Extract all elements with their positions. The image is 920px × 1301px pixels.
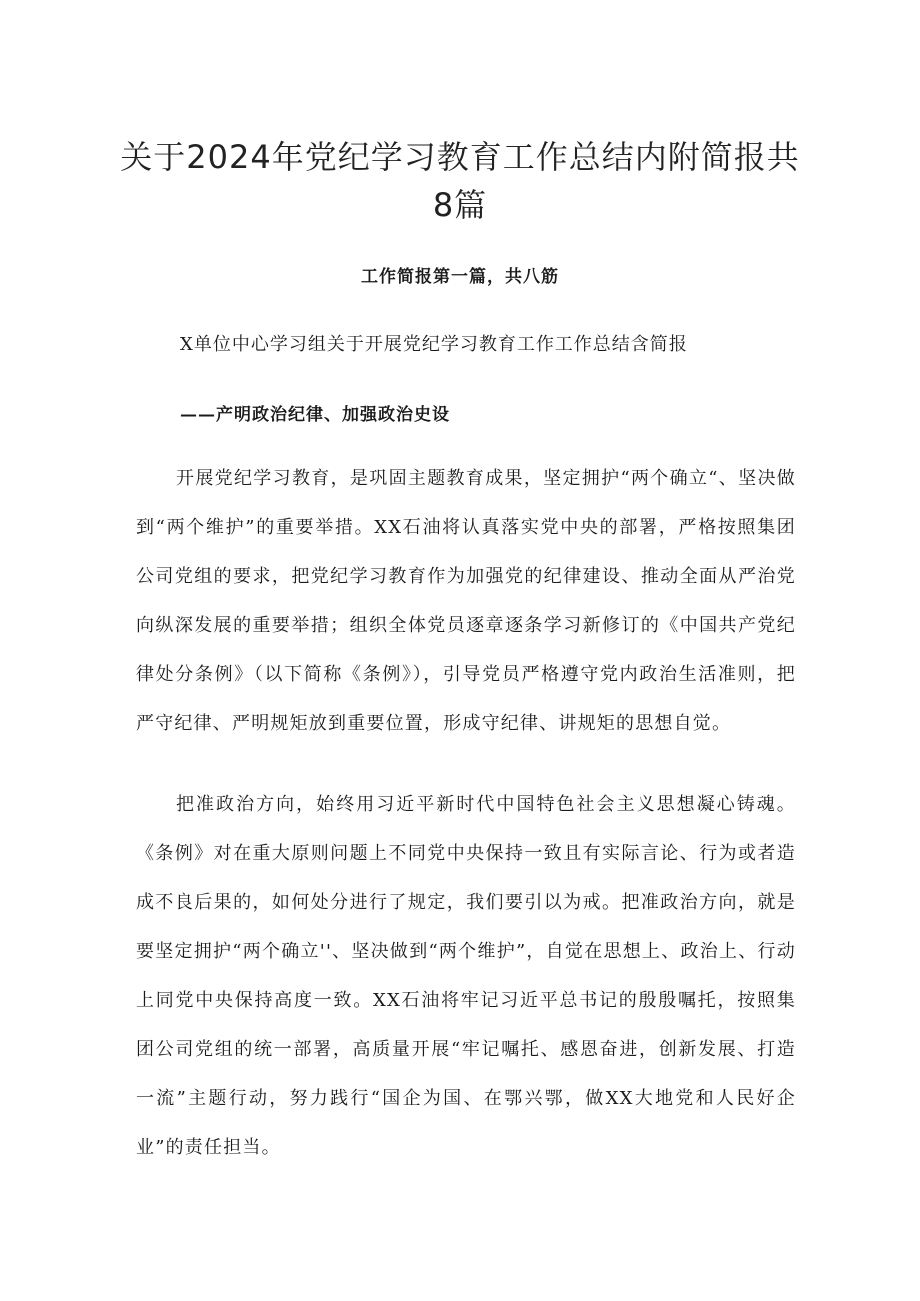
body-paragraph: 把准政治方向，始终用习近平新时代中国特色社会主义思想凝心铸魂。《条例》对在重大原则问题上不同党中央保持一致且有实际言论、行为或者造成不良后果的，如何处分进行了规定，我们要引以为戒。把准政治方向，就是要坚定拥护“两个确立''、坚决做到“两个维护”，自觉在思想上、政治上、行动上同党中央保持高度一致。XX石油将牢记习近平总书记的殷殷嘱托，按照集团公司党组的统一部署，高质量开展“牢记嘱托、感恩奋进，创新发展、打造一流”主题行动，努力践行“国企为国、在鄂兴鄂，做XX大地党和人民好企业”的责任担当。 bbox=[136, 794, 796, 1158]
tagline: ——产明政治纪律、加强政治史设 bbox=[180, 405, 450, 425]
body-paragraph: 开展党纪学习教育，是巩固主题教育成果，坚定拥护“两个确立“、坚决做到“两个维护”的重要举措。XX石油将认真落实党中央的部署，严格按照集团公司党组的要求，把党纪学习教育作为加强党的纪律建设、推动全面从严治党向纵深发展的重要举措；组织全体党员逐章逐条学习新修订的《中国共产党纪律处分条例》（以下简称《条例》），引导党员严格遵守党内政治生活准则，把严守纪律、严明规矩放到重要位置，形成守纪律、讲规矩的思想自觉。 bbox=[136, 468, 796, 734]
document-title: 关于2024年党纪学习教育工作总结内附简报共8篇 bbox=[120, 138, 800, 225]
section-heading: 工作简报第一篇，共八筋 bbox=[361, 267, 559, 287]
sub-heading: X单位中心学习组关于开展党纪学习教育工作工作总结含简报 bbox=[180, 334, 688, 355]
